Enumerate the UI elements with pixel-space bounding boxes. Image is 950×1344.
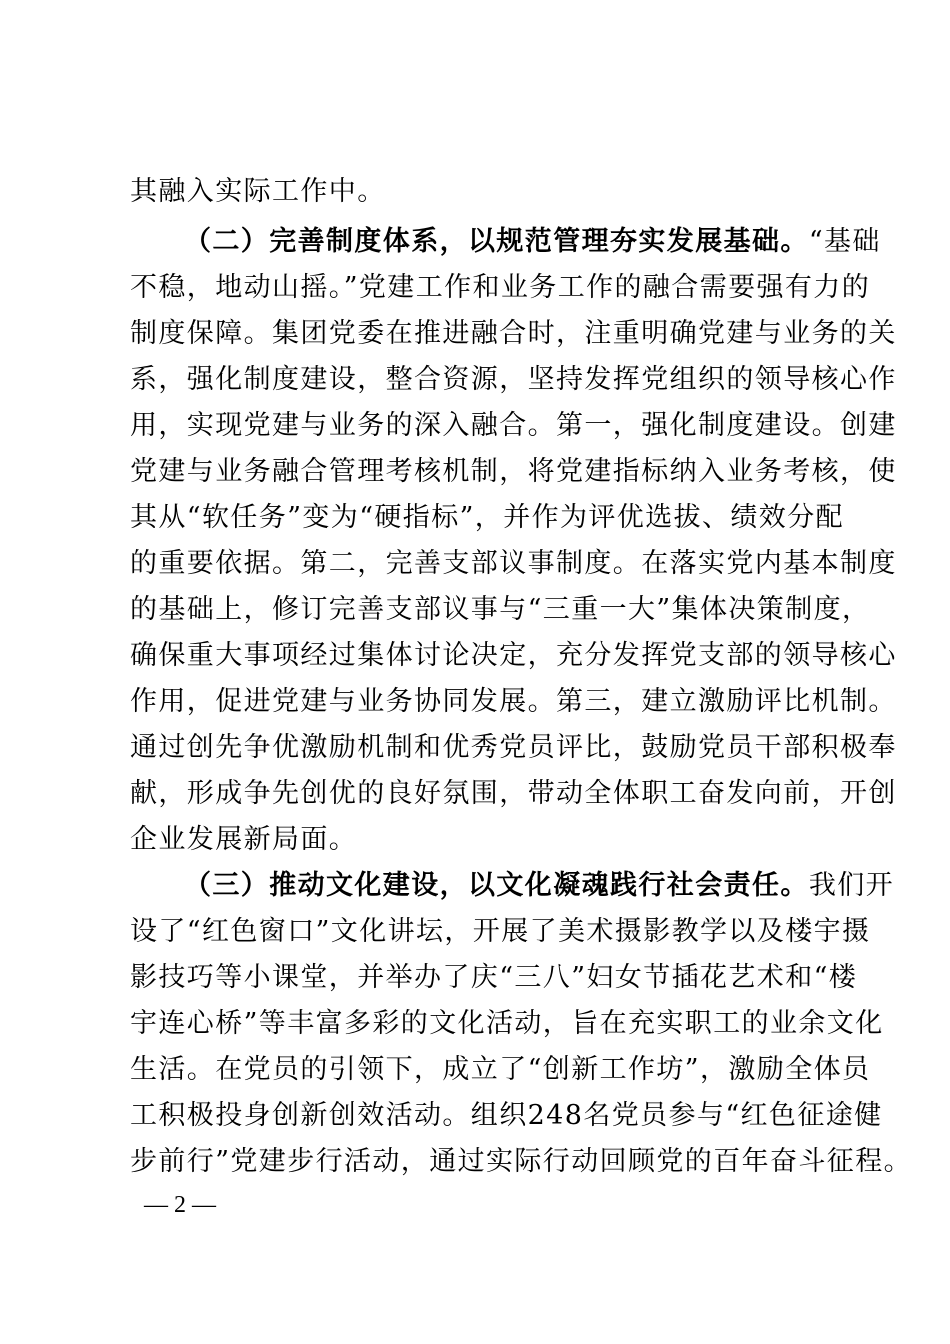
section-heading-line <box>184 866 895 906</box>
line-text: 企业发展新局面。 <box>130 824 358 855</box>
line-text: 不稳，地动山摇。”党建工作和业务工作的融合需要强有力的 <box>130 272 871 303</box>
paragraph-line <box>130 912 871 952</box>
paragraph-line <box>130 406 897 446</box>
section-heading: （三）推动文化建设，以文化凝魂践行社会责任。 <box>184 870 809 901</box>
line-text: 的重要依据。第二，完善支部议事制度。在落实党内基本制度 <box>130 548 897 579</box>
line-text: 作用，促进党建与业务协同发展。第三，建立激励评比机制。 <box>130 686 897 717</box>
line-text: 其从“软任务”变为“硬指标”，并作为评优选拔、绩效分配 <box>130 502 845 533</box>
section-heading: （二）完善制度体系，以规范管理夯实发展基础。 <box>184 226 809 257</box>
paragraph-line <box>130 1004 884 1044</box>
paragraph-line <box>130 1142 913 1182</box>
paragraph-line <box>130 544 897 584</box>
line-text: “基础 <box>808 226 881 257</box>
line-text: 的基础上，修订完善支部议事与“三重一大”集体决策制度， <box>130 594 871 625</box>
page-number: — 2 — <box>144 1192 216 1218</box>
line-text: 党建与业务融合管理考核机制，将党建指标纳入业务考核，使 <box>130 456 897 487</box>
line-text: 设了“红色窗口”文化讲坛，开展了美术摄影教学以及楼宇摄 <box>130 916 871 947</box>
paragraph-line <box>130 452 897 492</box>
paragraph-line <box>130 1050 871 1090</box>
paragraph-line <box>130 360 897 400</box>
paragraph-line <box>130 774 897 814</box>
paragraph-line <box>130 682 897 722</box>
section-heading-line <box>184 222 881 262</box>
paragraph-line <box>130 268 871 308</box>
paragraph-line <box>130 636 897 676</box>
line-text: 用，实现党建与业务的深入融合。第一，强化制度建设。创建 <box>130 410 897 441</box>
paragraph-line <box>130 172 820 212</box>
line-text: 影技巧等小课堂，并举办了庆“三八”妇女节插花艺术和“楼 <box>130 962 858 993</box>
paragraph-line <box>130 958 858 998</box>
line-text: 工积极投身创新创效活动。组织248名党员参与“红色征途健 <box>130 1100 883 1131</box>
line-text: 其融入实际工作中。 <box>130 176 386 207</box>
paragraph-line <box>130 728 897 768</box>
line-text: 系，强化制度建设，整合资源，坚持发挥党组织的领导核心作 <box>130 364 897 395</box>
line-text: 步前行”党建步行活动，通过实际行动回顾党的百年奋斗征程。 <box>130 1146 913 1177</box>
line-text: 制度保障。集团党委在推进融合时，注重明确党建与业务的关 <box>130 318 897 349</box>
line-text: 宇连心桥”等丰富多彩的文化活动，旨在充实职工的业余文化 <box>130 1008 884 1039</box>
paragraph-line <box>130 498 845 538</box>
line-text: 通过创先争优激励机制和优秀党员评比，鼓励党员干部积极奉 <box>130 732 897 763</box>
paragraph-line <box>130 590 871 630</box>
paragraph-line <box>130 1096 883 1136</box>
paragraph-line <box>130 820 820 860</box>
line-text: 生活。在党员的引领下，成立了“创新工作坊”，激励全体员 <box>130 1054 871 1085</box>
line-text: 确保重大事项经过集体讨论决定，充分发挥党支部的领导核心 <box>130 640 897 671</box>
line-text: 献，形成争先创优的良好氛围，带动全体职工奋发向前，开创 <box>130 778 897 809</box>
line-text: 我们开 <box>808 870 895 901</box>
paragraph-line <box>130 314 897 354</box>
